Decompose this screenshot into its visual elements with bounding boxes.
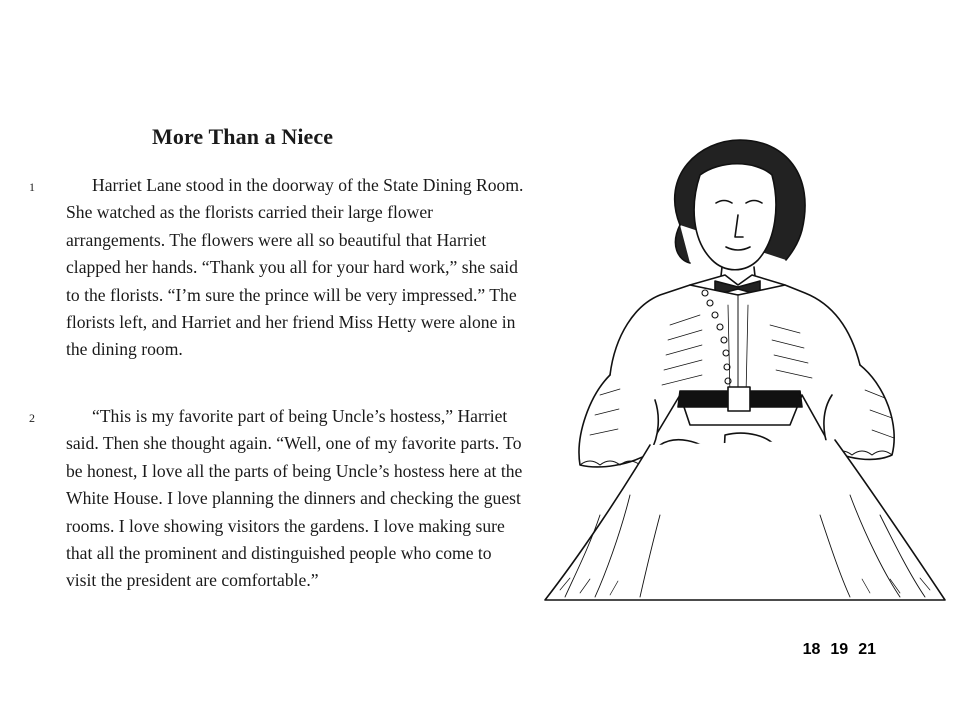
page-ref-21: 21 [858, 641, 876, 658]
page-ref-18: 18 [802, 641, 821, 658]
page-ref-19: 19 [830, 641, 849, 658]
paragraph-number-1: 1 [29, 180, 35, 194]
page-references [793, 641, 876, 659]
story-title: More Than a Niece [152, 124, 334, 149]
harriet-lane-illustration [540, 135, 950, 605]
paragraph-number-2: 2 [29, 411, 35, 425]
paragraph-2: “This is my favorite part of being Uncle’s hostess,” Harriet said. Then she thought again. “Well, one of my favorite parts. To be honest, I love all the parts of being Uncle’s hostess here at the White House. I love planning the dinners and checking the guest rooms. I love showing visitors the gardens. I love making sure that all the prominent and distinguished people who come to visit the president are comfortable.” [66, 406, 523, 591]
paragraph-1: Harriet Lane stood in the doorway of the State Dining Room. She watched as the florists carried their large flower arrangements. The flowers were all so beautiful that Harriet clapped her hands. “Thank you all for your hard work,” she said to the florists. “I’m sure the prince will be very impressed.” The florists left, and Harriet and her friend Miss Hetty were alone in the dining room. [66, 175, 524, 360]
